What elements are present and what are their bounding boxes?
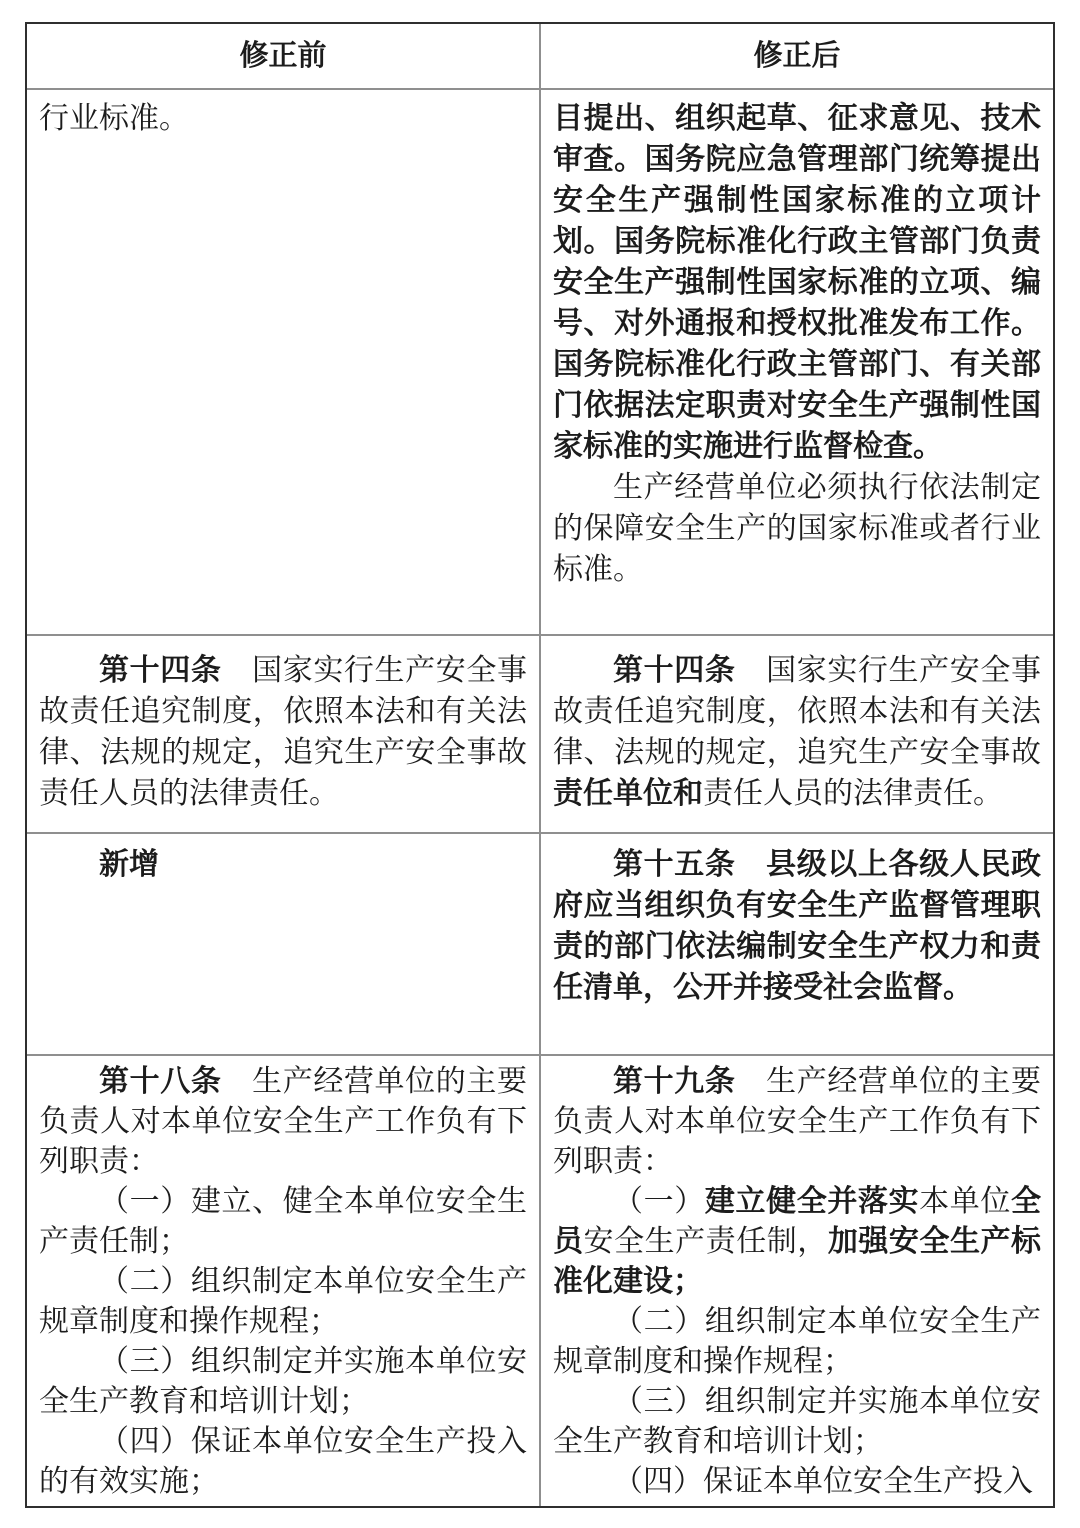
text-run: （二）组织制定本单位安全生产规章制度和操作规程； [553,1305,1041,1378]
column-header-after: 修正后 [539,24,1053,88]
table-cell-left-row-2 [27,634,539,832]
paragraph [39,844,527,885]
emphasized-text-run: 加强安全生产标准化建设； [553,1225,1042,1298]
text-run: 行业标准。 [39,102,189,135]
text-run: 安全生产责任制， [583,1225,828,1258]
text-run: （一） [613,1185,705,1218]
paragraph [553,844,1041,1008]
emphasized-text-run: 新增 [99,848,159,881]
paragraph [553,1062,1041,1182]
paragraph [553,1462,1041,1502]
emphasized-text-run: 第十五条 县级以上各级人民政府应当组织负有安全生产监督管理职责的部门依法编制安全生产权力和责任清单，公开并接受社会监督。 [553,848,1041,1004]
paragraph [39,1342,527,1422]
emphasized-text-run: 第十四条 [613,654,736,687]
table-cell-right-row-3 [539,832,1053,1054]
table-cell-right-row-4 [539,1054,1053,1506]
emphasized-text-run: 责任单位和 [553,777,703,810]
paragraph [553,1182,1041,1302]
paragraph [553,98,1041,467]
emphasized-text-run: 建立健全并落实 [704,1185,920,1218]
paragraph [39,98,527,139]
table-cell-right-row-1 [539,88,1053,634]
paragraph [39,1262,527,1342]
table-cell-left-row-1 [27,88,539,634]
text-run: 本单位 [919,1185,1012,1218]
paragraph [553,650,1041,814]
text-run: 生产经营单位必须执行依法制定的保障安全生产的国家标准或者行业标准。 [553,471,1041,586]
emphasized-text-run: 目提出、组织起草、征求意见、技术审查。国务院应急管理部门统筹提出安全生产强制性国家标准的立项计划。国务院标准化行政主管部门负责安全生产强制性国家标准的立项、编号、对外通报和授权批准发布工作。国务院标准化行政主管部门、有关部门依据法定职责对安全生产强制性国家标准的实施进行监督检查。 [553,102,1041,463]
table-cell-right-row-2 [539,634,1053,832]
emphasized-text-run: 第十八条 [99,1065,222,1098]
text-run: 国家实行生产安全事故责任追究制度，依照本法和有关法律、法规的规定，追究生产安全事故 [553,654,1042,769]
text-run: 生产经营单位的主要负责人对本单位安全生产工作负有下列职责： [39,1065,528,1178]
text-run: （二）组织制定本单位安全生产规章制度和操作规程； [39,1265,527,1338]
comparison-table [25,22,1055,1508]
emphasized-text-run: 第十四条 [99,654,222,687]
paragraph [39,1062,527,1182]
emphasized-text-run: 第十九条 [613,1065,736,1098]
text-run: （三）组织制定并实施本单位安全生产教育和培训计划； [39,1345,527,1418]
paragraph [553,467,1041,590]
text-run: 责任人员的法律责任。 [703,777,1003,810]
column-header-before: 修正前 [239,39,327,72]
text-run: （三）组织制定并实施本单位安全生产教育和培训计划； [553,1385,1041,1458]
text-run: （四）保证本单位安全生产投入的有效实施； [39,1425,527,1498]
text-run: 国家实行生产安全事故责任追究制度，依照本法和有关法律、法规的规定，追究生产安全事故责任人员的法律责任。 [39,654,528,810]
text-run: 生产经营单位的主要负责人对本单位安全生产工作负有下列职责： [553,1065,1042,1178]
text-run: （一）建立、健全本单位安全生产责任制； [39,1185,527,1258]
text-run: （四）保证本单位安全生产投入 [613,1465,1033,1498]
paragraph [39,650,527,814]
paragraph [553,1302,1041,1382]
paragraph [39,1422,527,1502]
paragraph [553,1382,1041,1462]
table-cell-left-row-3 [27,832,539,1054]
table-cell-left-row-4 [27,1054,539,1506]
emphasized-text-run: 全员 [553,1185,1042,1258]
paragraph [39,1182,527,1262]
